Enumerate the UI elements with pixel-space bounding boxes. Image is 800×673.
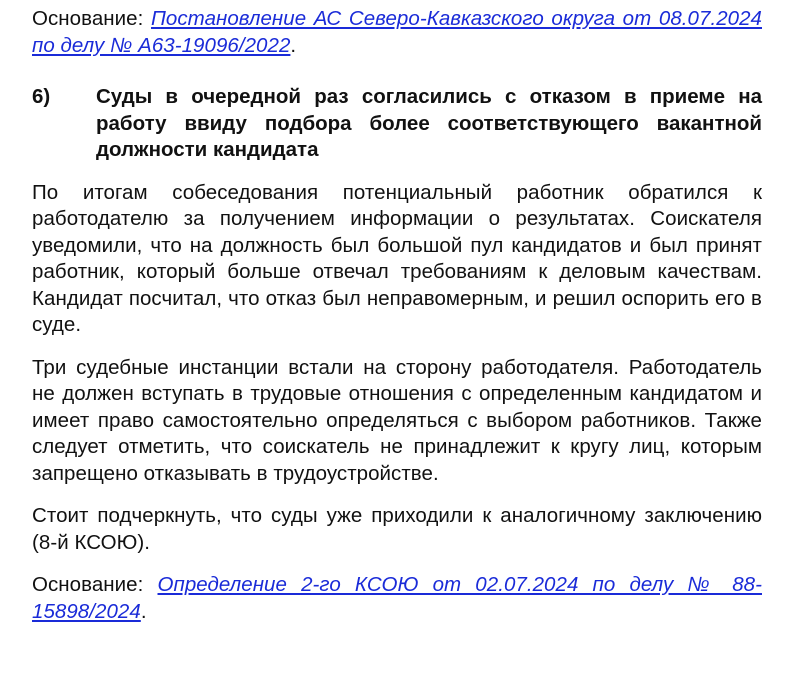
basis-suffix: .: [290, 33, 297, 57]
basis-suffix: .: [140, 599, 147, 623]
paragraph-2: Три судебные инстанции встали на сторону работодателя. Работодатель не должен вступать в трудовые отношения с определенным кандидатом и имеет право самостоятельно определяться с выбором работников. Также следует отметить, что соискатель не принадлежит к кругу лиц, которым запрещено отказывать в трудоустройстве.: [32, 355, 762, 485]
basis-citation-bottom: [32, 572, 762, 625]
basis-link-top[interactable]: Постановление АС Северо-Кавказского округа от 08.07.2024 по делу № А63-19096/2022: [32, 7, 762, 57]
paragraph-1: По итогам собеседования потенциальный работник обратился к работодателю за получением информации о результатах. Соискателя уведомили, что на должность был большой пул кандидатов и был принят работник, который больше отвечал требованиям к деловым качествам. Кандидат посчитал, что отказ был неправомерным, и решил оспорить его в суде.: [32, 180, 762, 336]
basis-label: Основание:: [32, 7, 144, 30]
section-heading: [32, 84, 762, 164]
paragraph-3: Стоит подчеркнуть, что суды уже приходили к аналогичному заключению (8-й КСОЮ).: [32, 504, 762, 554]
section-number: 6): [32, 85, 51, 108]
basis-citation-top: [32, 6, 762, 59]
basis-label: Основание:: [32, 573, 144, 596]
basis-link-bottom[interactable]: Определение 2-го КСОЮ от 02.07.2024 по делу № 88-15898/2024: [32, 573, 762, 623]
section-title: Суды в очередной раз согласились с отказом в приеме на работу ввиду подбора более соответствующего вакантной должности кандидата: [96, 85, 762, 161]
